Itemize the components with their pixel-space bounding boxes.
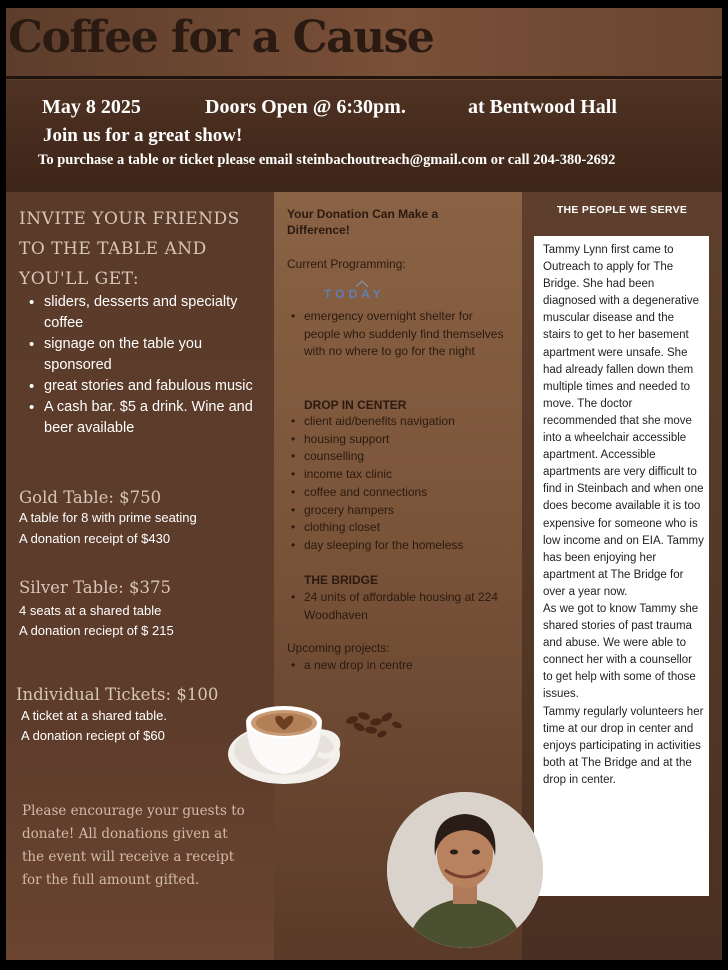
gold-table-detail: A table for 8 with prime seating [19,510,197,525]
service-item: • day sleeping for the homeless [286,537,518,555]
individual-tickets-detail: A ticket at a shared table. [21,708,167,723]
avatar [387,792,543,948]
benefit-item: • signage on the table you sponsored [26,334,266,376]
event-date: May 8 2025 [42,96,141,118]
portrait-image [387,792,543,948]
service-item: • counselling [286,448,518,466]
service-item: • clothing closet [286,519,518,537]
join-us-text: Join us for a great show! [43,125,243,146]
invite-heading [19,204,259,294]
encourage-donations-text [22,800,266,892]
right-panel [522,192,722,960]
invite-line: INVITE YOUR FRIENDS [19,209,240,229]
story-paragraph: Tammy regularly volunteers her time at our drop in center and enjoys participating in activities both at The Bridge and at the drop in center. [543,705,704,786]
event-info-band [6,84,722,192]
gold-table-title: Gold Table: $750 [19,488,162,507]
story-card [534,236,709,896]
silver-table-detail: 4 seats at a shared table [19,603,162,618]
service-item: • coffee and connections [286,484,518,502]
benefits-list [26,292,266,439]
silver-table-title: Silver Table: $375 [19,578,172,597]
event-venue: at Bentwood Hall [468,96,617,118]
invite-line: TO THE TABLE AND [19,239,207,259]
gold-table-receipt: A donation receipt of $430 [19,531,171,546]
today-house-icon [356,280,368,287]
title-divider [6,76,722,79]
invite-line: YOU'LL GET: [19,269,140,289]
upcoming-projects-label: Upcoming projects: [287,641,390,655]
donation-heading-line: Your Donation Can Make a [287,207,439,221]
silver-table-receipt: A donation reciept of $ 215 [19,623,174,638]
service-item: • housing support [286,431,518,449]
encourage-line: Please encourage your guests to [22,803,245,819]
service-item: • grocery hampers [286,502,518,520]
individual-tickets-title: Individual Tickets: $100 [16,685,219,704]
purchase-info: To purchase a table or ticket please email steinbachoutreach@gmail.com or call 204-380-2692 [38,152,616,168]
drop-in-center-heading: DROP IN CENTER [304,398,407,412]
program-item: • emergency overnight shelter for people who suddenly find themselves with no where to go for the night [286,308,506,361]
current-programming-label: Current Programming: [287,257,406,271]
event-title: Coffee for a Cause [8,12,434,63]
doors-open-time: Doors Open @ 6:30pm. [205,96,406,118]
story-paragraph: As we got to know Tammy she shared stories of past trauma and abuse. We were able to connect her with a counsellor to get help with some of those issues. [543,602,699,701]
event-poster [6,8,722,960]
donation-heading [287,206,438,238]
the-bridge-heading: THE BRIDGE [304,573,379,587]
bridge-item: • 24 units of affordable housing at 224 Woodhaven [286,589,508,624]
story-paragraph: Tammy Lynn first came to Outreach to apply for The Bridge. She had been diagnosed with a degenerative muscular disease and the stairs to get to her basement apartment were unsafe. She had already fallen down them multiple times and needed to move. The doctor recommended that she move into a wheelchair accessible apartment. Accessible apartments are very difficult to find in Steinbach and when one does become available it is too expensive for someone who is low income and on EIA. Tammy has been enjoying her apartment at The Bridge for over a year now. [543,244,704,598]
benefit-item: • sliders, desserts and specialty coffee [26,292,266,334]
upcoming-item: • a new drop in centre [286,657,508,675]
today-logo: TODAY [324,287,385,301]
service-item: • client aid/benefits navigation [286,413,518,431]
left-panel [6,192,274,960]
people-we-serve-heading: THE PEOPLE WE SERVE [556,204,688,216]
coffee-cup-icon [224,692,424,802]
donation-heading-line: Difference! [287,223,350,237]
encourage-line: the event will receive a receipt [22,849,235,865]
drop-in-services-list [286,413,518,555]
benefit-item: • A cash bar. $5 a drink. Wine and beer available [26,397,266,439]
service-item: • income tax clinic [286,466,518,484]
benefit-item: • great stories and fabulous music [26,376,266,397]
bridge-list [286,589,508,624]
individual-tickets-receipt: A donation reciept of $60 [21,728,165,743]
encourage-line: donate! All donations given at [22,826,228,842]
today-program-list [286,308,506,361]
upcoming-projects-list [286,657,508,675]
title-band [6,8,722,80]
encourage-line: for the full amount gifted. [22,872,200,888]
